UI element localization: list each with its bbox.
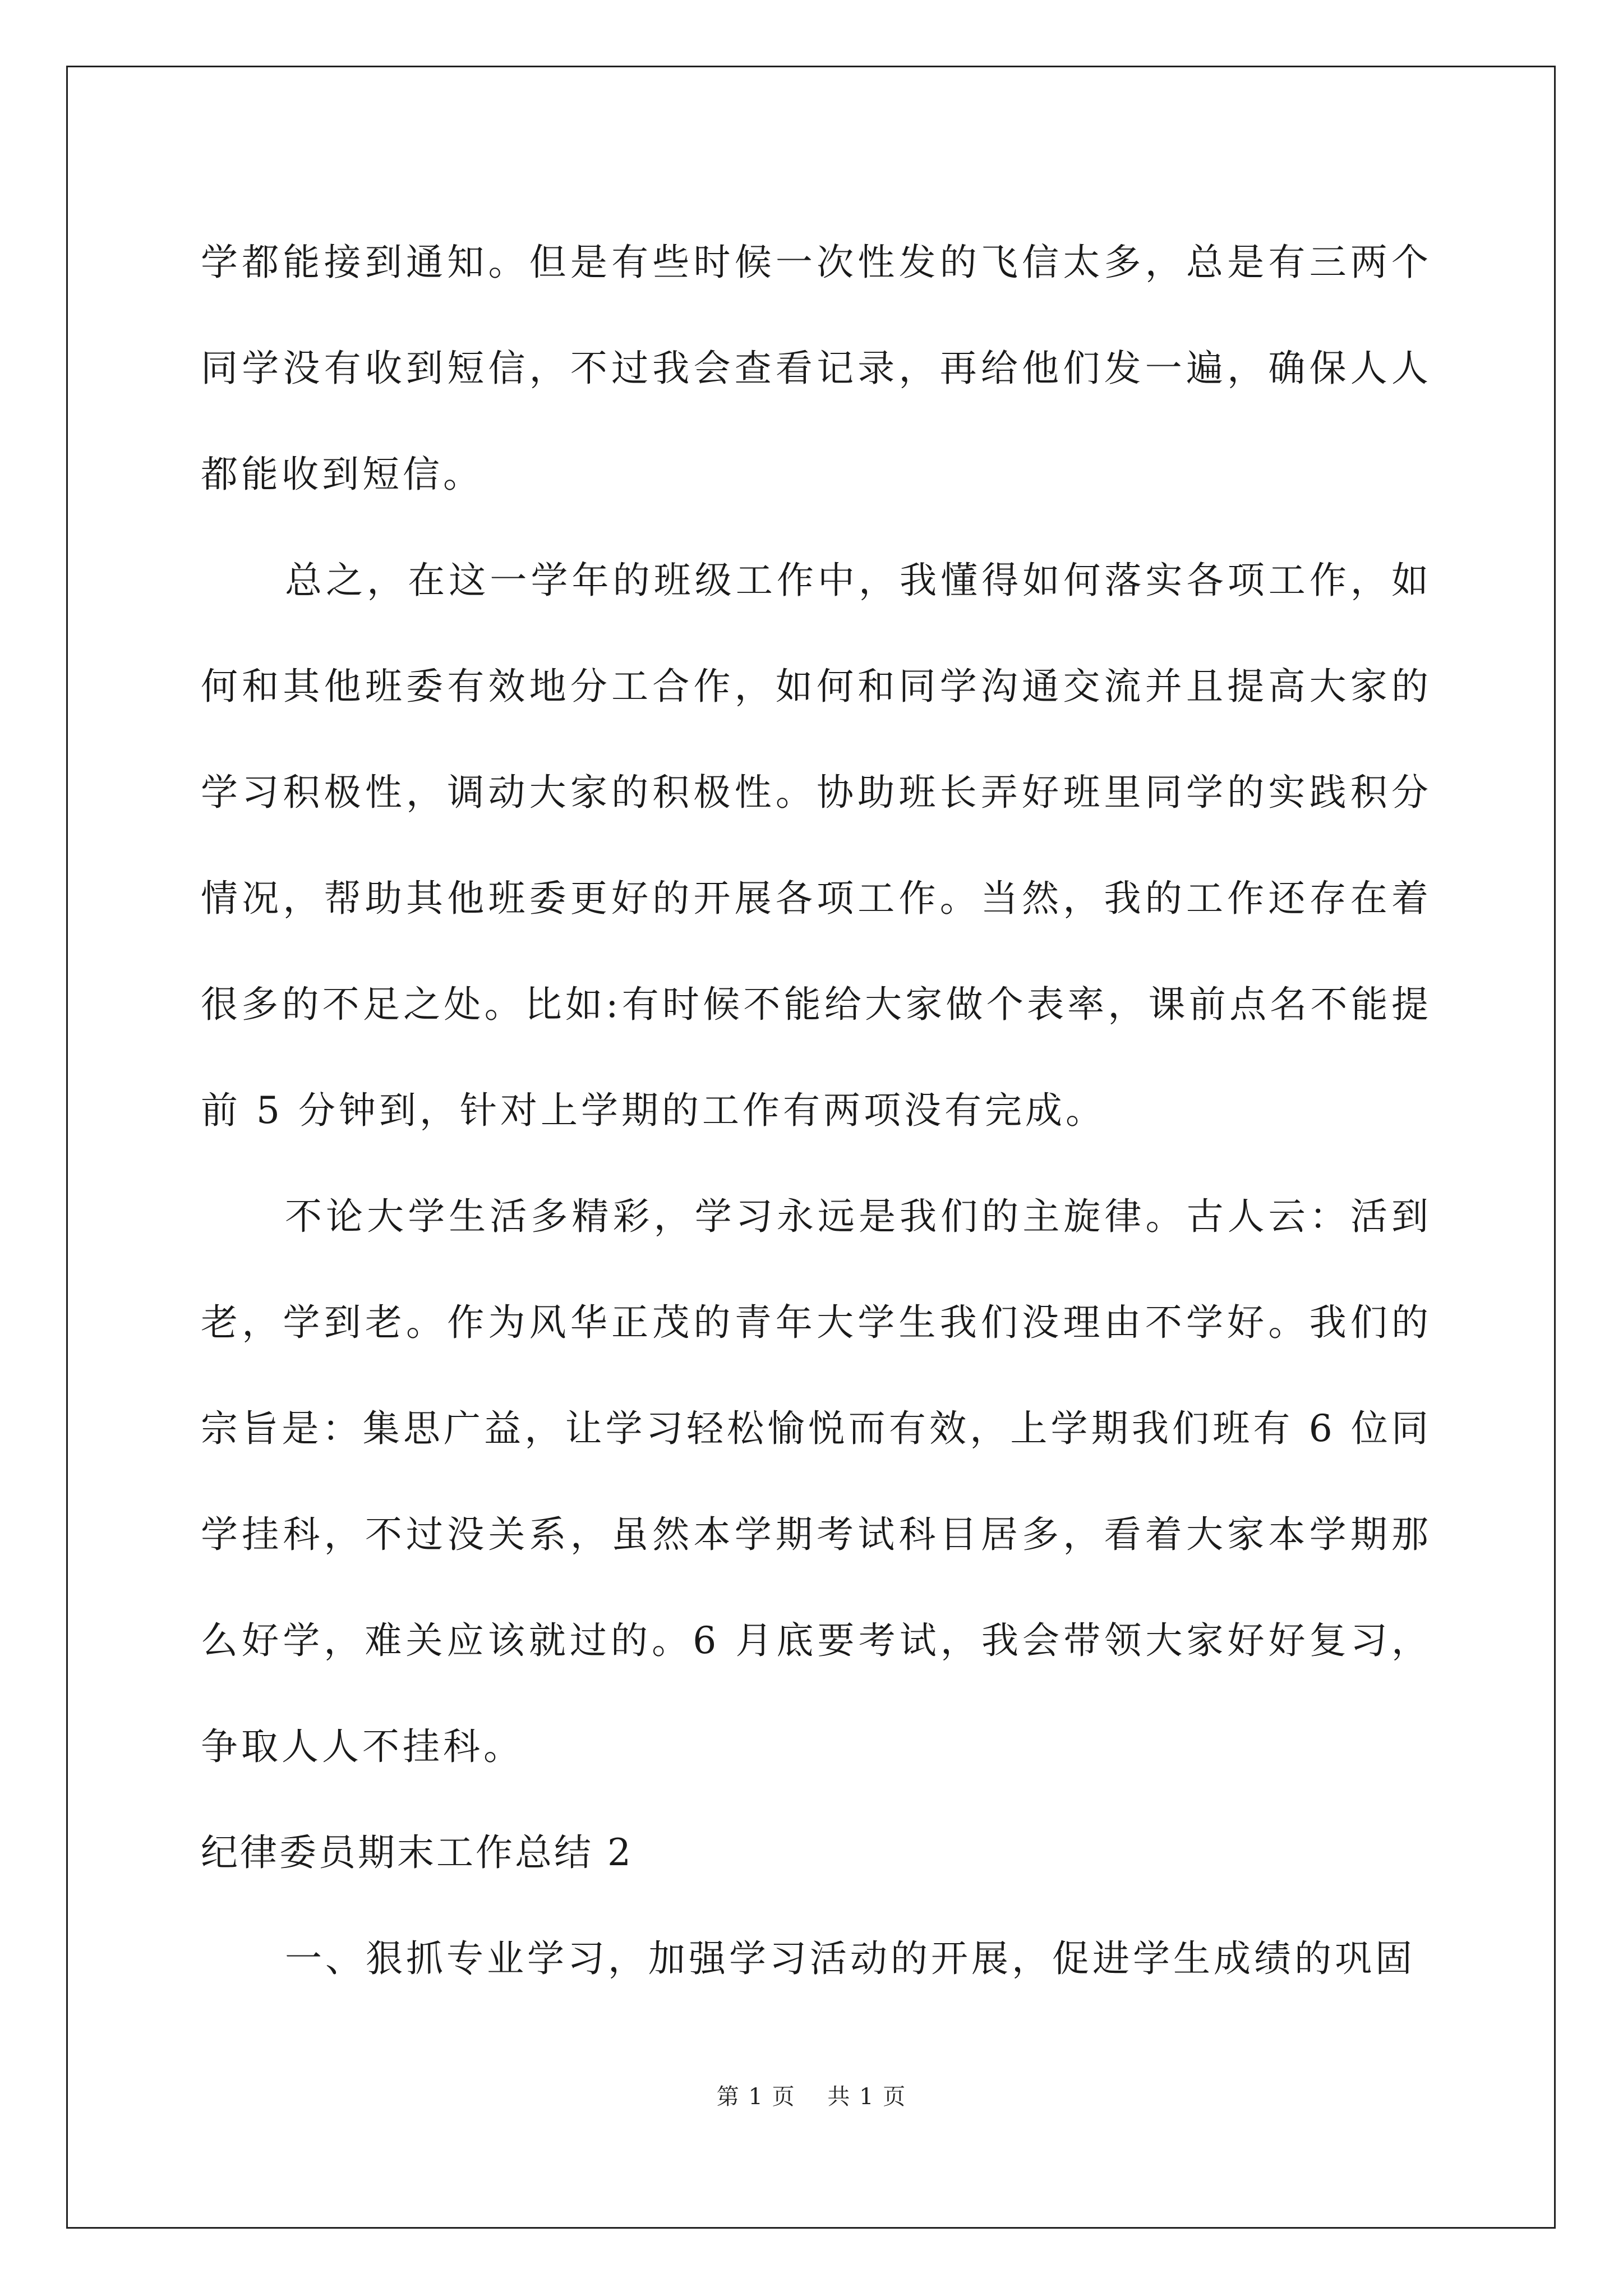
text-line: 很多的不足之处。比如:有时候不能给大家做个表率，课前点名不能提: [201, 983, 1432, 1026]
page-total: 共 1 页: [827, 2084, 907, 2110]
text-line: 学习积极性，调动大家的积极性。协助班长弄好班里同学的实践积分: [201, 771, 1432, 814]
page-footer: [0, 2079, 1623, 2111]
text-line: 学挂科，不过没关系，虽然本学期考试科目居多，看着大家本学期那: [201, 1513, 1432, 1556]
page-number: 第 1 页: [716, 2084, 796, 2110]
text-line: 不论大学生活多精彩，学习永远是我们的主旋律。古人云：活到: [285, 1195, 1432, 1238]
text-line: 同学没有收到短信，不过我会查看记录，再给他们发一遍，确保人人: [201, 347, 1432, 390]
document-body: [201, 209, 1432, 2012]
text-line: 宗旨是：集思广益，让学习轻松愉悦而有效，上学期我们班有 6 位同: [201, 1407, 1432, 1450]
text-line: 总之，在这一学年的班级工作中，我懂得如何落实各项工作，如: [285, 559, 1432, 602]
text-line: 老，学到老。作为风华正茂的青年大学生我们没理由不学好。我们的: [201, 1301, 1432, 1344]
text-line: 学都能接到通知。但是有些时候一次性发的飞信太多，总是有三两个: [201, 241, 1432, 284]
text-line: 争取人人不挂科。: [201, 1725, 524, 1768]
text-line: 何和其他班委有效地分工合作，如何和同学沟通交流并且提高大家的: [201, 665, 1432, 708]
paragraph-1: [201, 209, 1432, 527]
text-line: 都能收到短信。: [201, 453, 483, 496]
text-line: 么好学，难关应该就过的。6 月底要考试，我会带领大家好好复习，: [201, 1619, 1432, 1662]
paragraph-2: [201, 527, 1432, 1163]
paragraph-3: [201, 1163, 1432, 1800]
text-line: 一、狠抓专业学习，加强学习活动的开展，促进学生成绩的巩固: [285, 1937, 1415, 1980]
text-line: 前 5 分钟到，针对上学期的工作有两项没有完成。: [201, 1089, 1106, 1132]
section-heading: 纪律委员期末工作总结 2: [201, 1831, 633, 1874]
text-line: 情况，帮助其他班委更好的开展各项工作。当然，我的工作还存在着: [201, 877, 1432, 920]
